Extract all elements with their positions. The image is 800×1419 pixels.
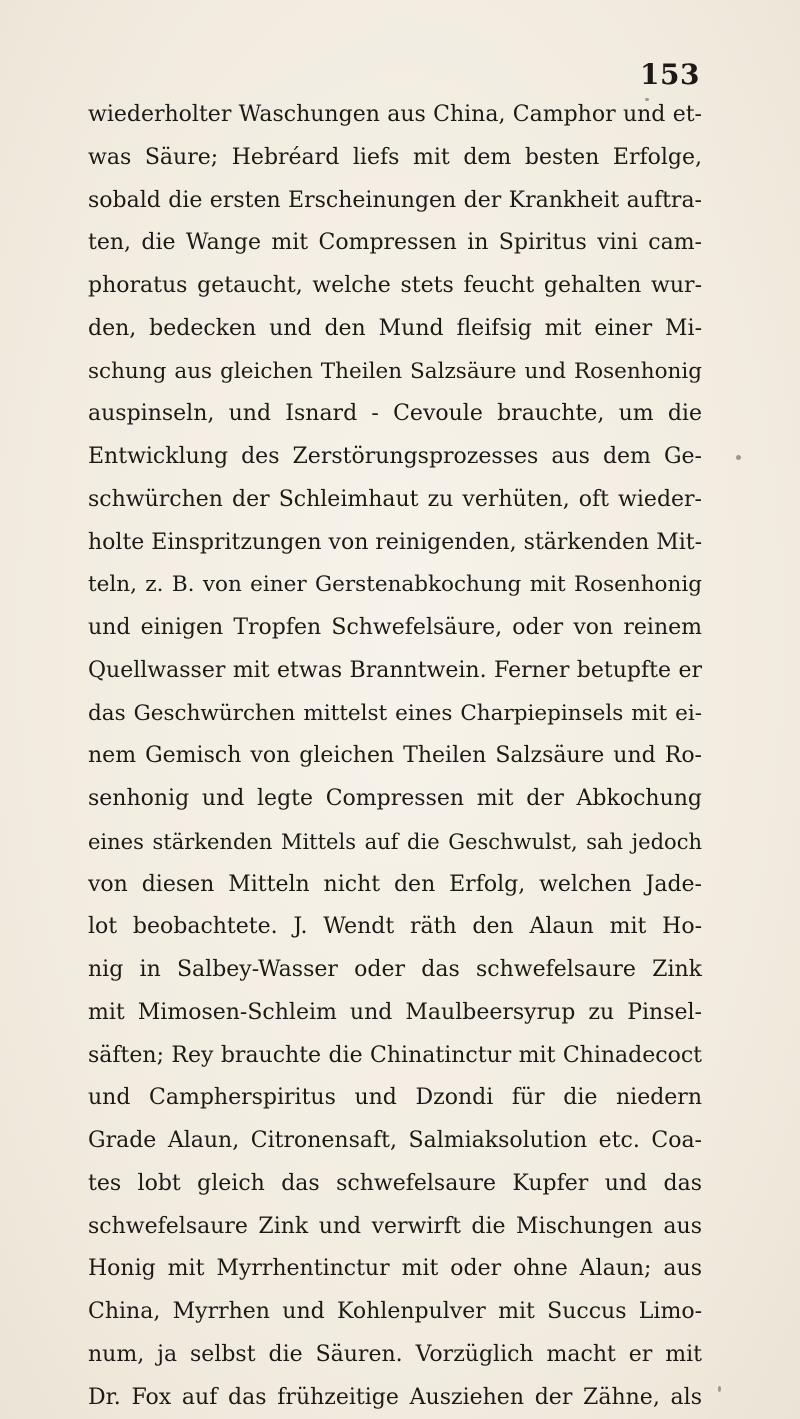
paper-speck xyxy=(718,1386,721,1392)
text-line: ten, die Wange mit Compressen in Spiritus vini cam- xyxy=(88,230,702,256)
text-line: lot beobachtete. J. Wendt räth den Alaun mit Ho- xyxy=(88,914,702,940)
text-line: senhonig und legte Compressen mit der Abkochung xyxy=(88,786,702,811)
text-line: auspinseln, und Isnard - Cevoule brauchte, um die xyxy=(88,401,702,427)
text-line: schung aus gleichen Theilen Salzsäure und Rosenhonig xyxy=(88,358,702,384)
paper-speck xyxy=(645,98,649,101)
text-line: sobald die ersten Erscheinungen der Krankheit auftra- xyxy=(88,187,702,213)
page-number: 153 xyxy=(640,58,700,91)
text-line: säften; Rey brauchte die Chinatinctur mit Chinadecoct xyxy=(88,1042,702,1068)
text-line: den, bedecken und den Mund fleifsig mit einer Mi- xyxy=(88,315,702,341)
text-line: und Campherspiritus und Dzondi für die niedern xyxy=(88,1085,702,1111)
text-line: schwefelsaure Zink und verwirft die Mischungen aus xyxy=(88,1213,702,1239)
paper-speck xyxy=(736,455,741,460)
text-line: num, ja selbst die Säuren. Vorzüglich macht er mit xyxy=(88,1341,702,1367)
text-line: China, Myrrhen und Kohlenpulver mit Succus Limo- xyxy=(88,1299,702,1324)
text-line: Grade Alaun, Citronensaft, Salmiaksolution etc. Coa- xyxy=(88,1128,702,1153)
text-line: Quellwasser mit etwas Branntwein. Ferner betupfte er xyxy=(88,657,702,683)
body-text xyxy=(88,94,702,1419)
text-line: phoratus getaucht, welche stets feucht gehalten wur- xyxy=(88,273,702,298)
text-line: mit Mimosen-Schleim und Maulbeersyrup zu Pinsel- xyxy=(88,999,702,1025)
text-line: von diesen Mitteln nicht den Erfolg, welchen Jade- xyxy=(88,871,702,897)
text-line: Entwicklung des Zerstörungsprozesses aus dem Ge- xyxy=(88,444,702,469)
text-line: tes lobt gleich das schwefelsaure Kupfer und das xyxy=(88,1170,702,1196)
text-line: nem Gemisch von gleichen Theilen Salzsäure und Ro- xyxy=(88,743,702,769)
text-line: holte Einspritzungen von reinigenden, stärkenden Mit- xyxy=(88,529,703,555)
text-line: eines stärkenden Mittels auf die Geschwulst, sah jedoch xyxy=(88,829,702,854)
text-line: teln, z. B. von einer Gerstenabkochung mit Rosenhonig xyxy=(88,572,702,598)
text-line: schwürchen der Schleimhaut zu verhüten, oft wieder- xyxy=(88,486,702,512)
text-line: was Säure; Hebréard liefs mit dem besten Erfolge, xyxy=(88,144,702,170)
text-line: wiederholter Waschungen aus China, Camphor und et- xyxy=(88,102,702,127)
text-line: Honig mit Myrrhentinctur mit oder ohne Alaun; aus xyxy=(88,1256,702,1282)
text-line: und einigen Tropfen Schwefelsäure, oder von reinem xyxy=(88,615,702,640)
text-line: das Geschwürchen mittelst eines Charpiepinsels mit ei- xyxy=(88,700,702,726)
text-line: nig in Salbey-Wasser oder das schwefelsaure Zink xyxy=(88,957,702,982)
text-line: Dr. Fox auf das frühzeitige Ausziehen der Zähne, als xyxy=(88,1384,702,1410)
